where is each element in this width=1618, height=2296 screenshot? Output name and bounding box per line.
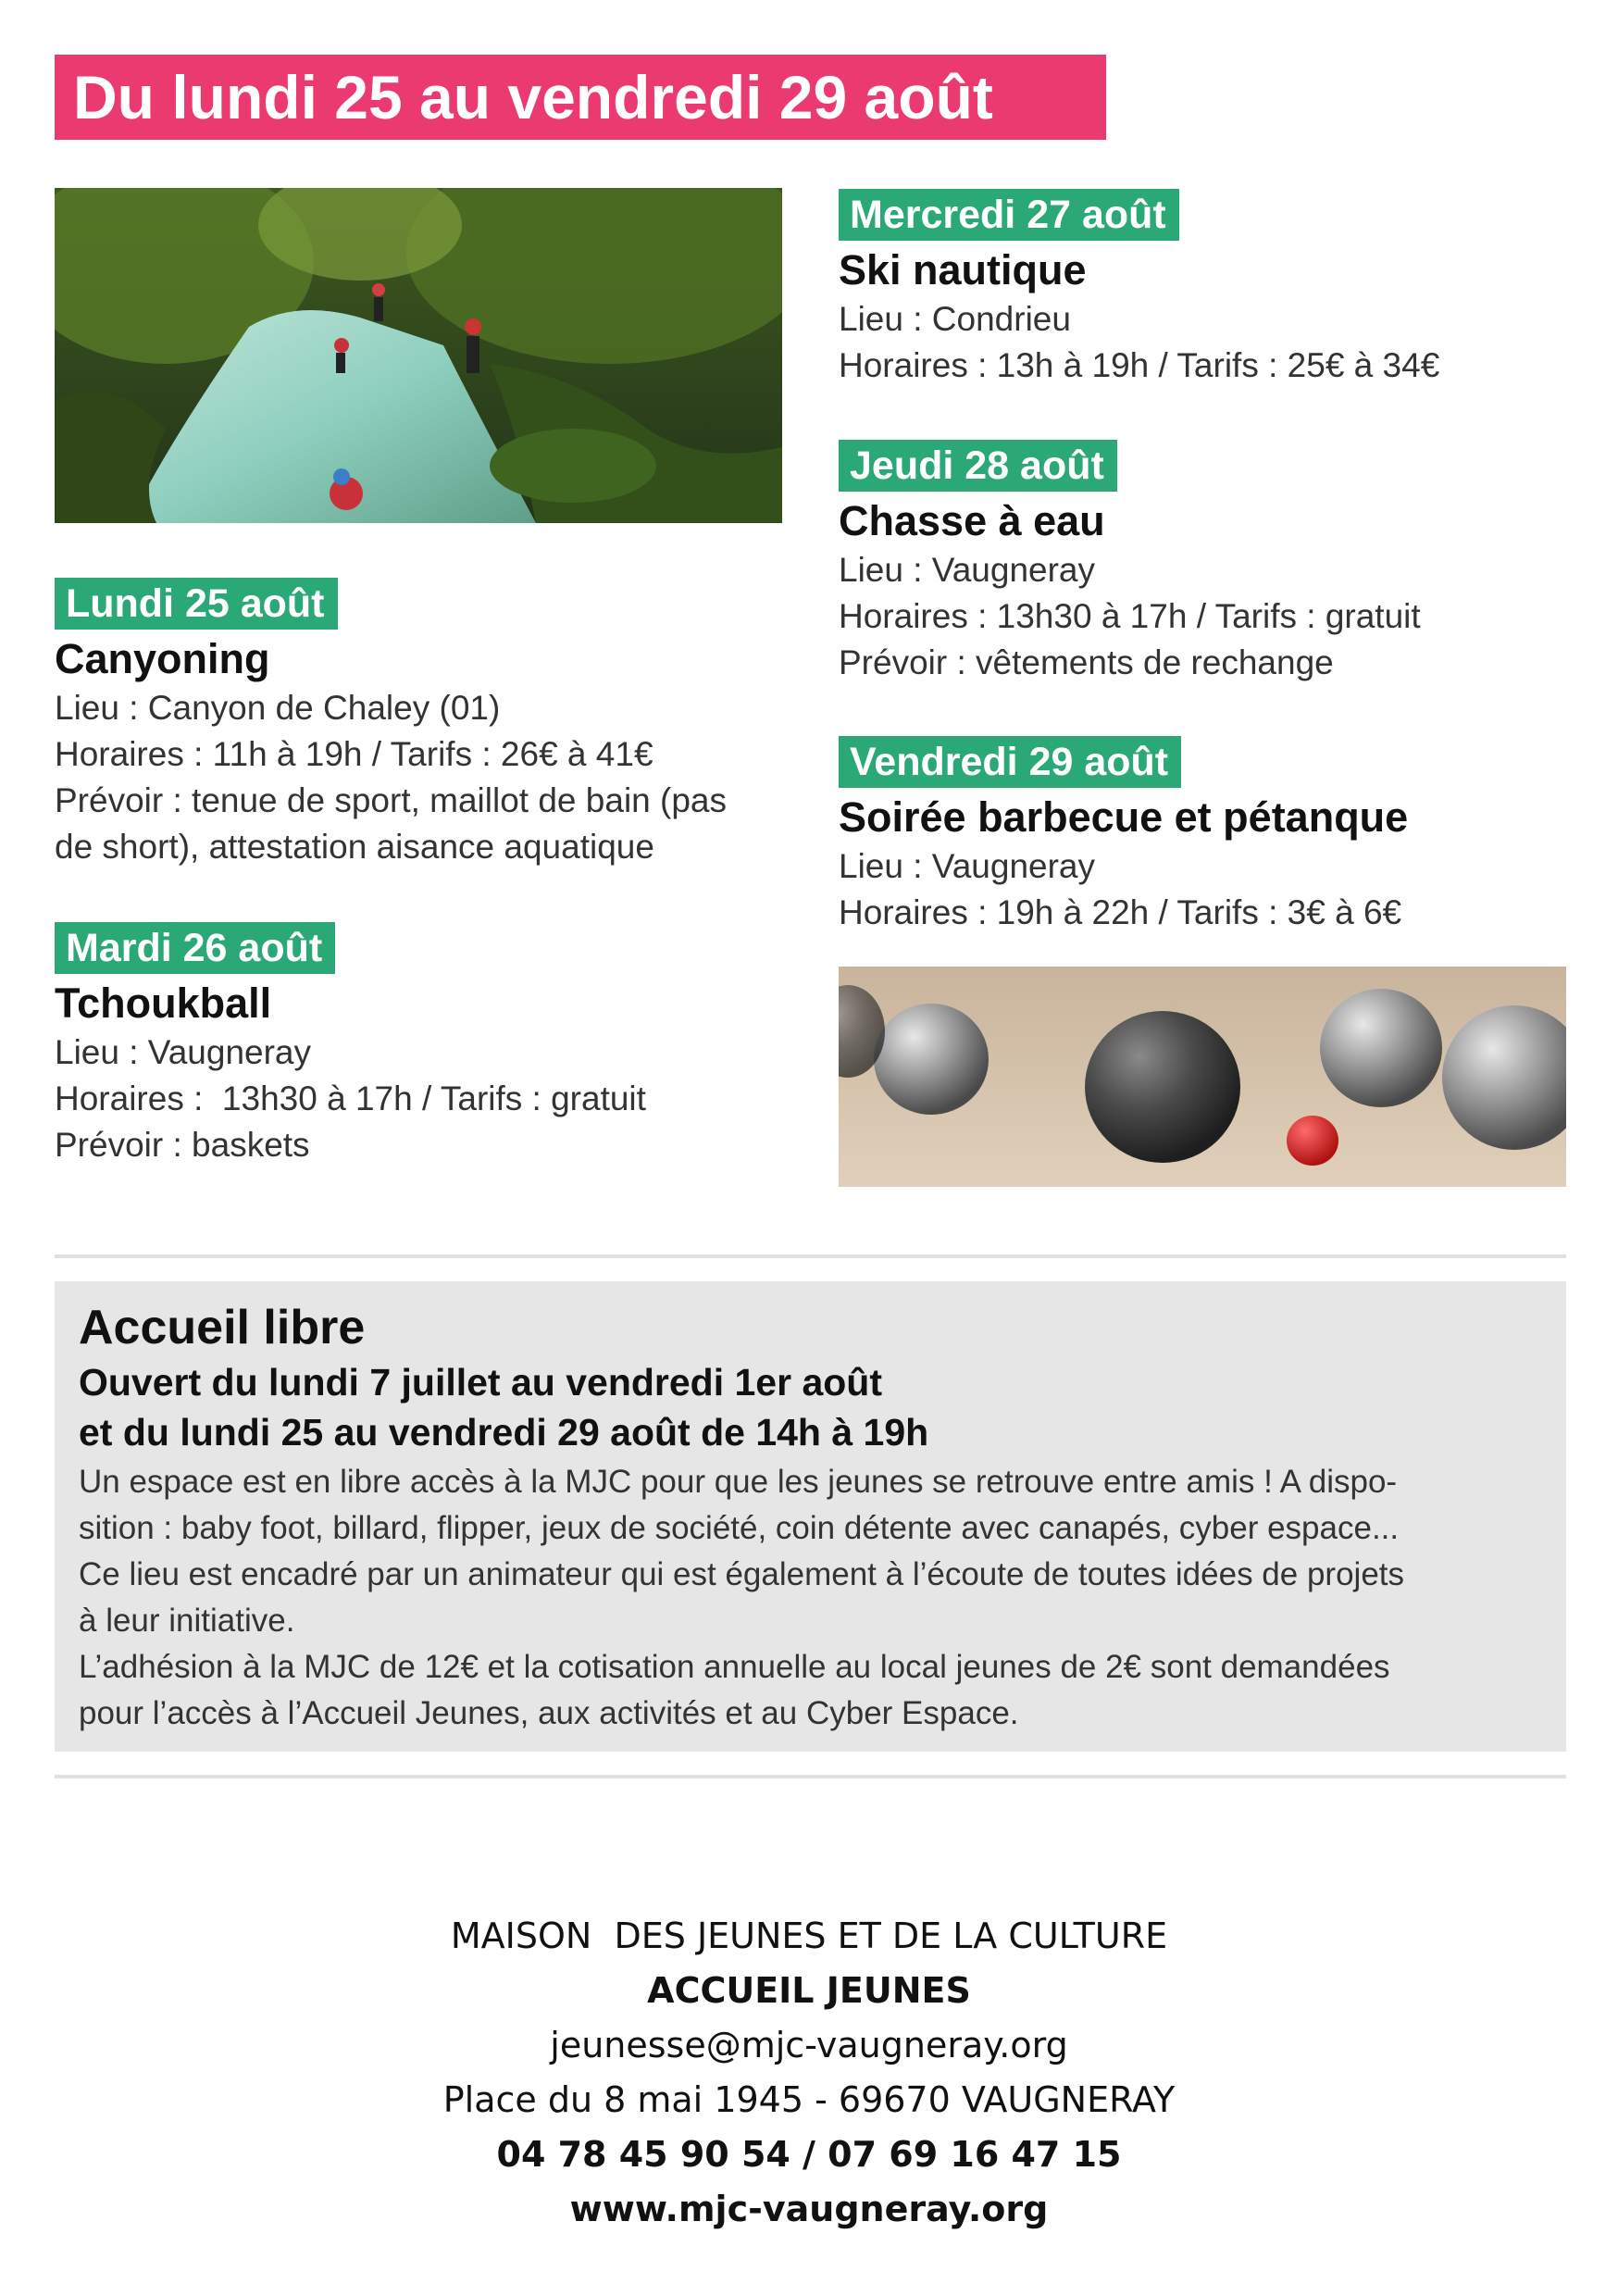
event-mercredi [839,189,1579,389]
description-line: L’adhésion à la MJC de 12€ et la cotisation annuelle au local jeunes de 2€ sont demandées [79,1649,1390,1685]
accueil-libre-dates-hours: et du lundi 25 au vendredi 29 août de 14h à 19h [79,1411,929,1454]
postal-address: Place du 8 mai 1945 - 69670 VAUGNERAY [442,2079,1176,2120]
divider [55,1254,1566,1258]
accueil-libre-title: Accueil libre [79,1301,366,1354]
website-link[interactable]: www.mjc-vaugneray.org [569,2189,1049,2229]
description-line: Un espace est en libre accès à la MJC pour que les jeunes se retrouve entre amis ! A dispo- [79,1464,1398,1500]
event-horaires: Horaires : 13h30 à 17h / Tarifs : gratuit [839,597,1421,635]
day-tag: Jeudi 28 août [839,440,1117,492]
event-prevoir: Prévoir : vêtements de rechange [839,643,1334,681]
event-horaires: Horaires : 13h à 19h / Tarifs : 25€ à 34€ [839,346,1440,384]
event-lundi [55,578,795,870]
divider [55,1775,1566,1778]
event-lieu: Lieu : Vaugneray [55,1033,312,1071]
day-tag: Mardi 26 août [55,922,335,974]
email-link[interactable]: jeunesse@mjc-vaugneray.org [550,2025,1068,2065]
day-tag: Lundi 25 août [55,578,338,630]
event-jeudi [839,440,1579,686]
event-horaires: Horaires : 11h à 19h / Tarifs : 26€ à 41€ [55,735,653,773]
event-horaires: Horaires : 13h30 à 17h / Tarifs : gratuit [55,1079,646,1117]
accueil-libre-description [79,1459,1542,1737]
event-vendredi [839,736,1579,936]
accueil-libre-panel [55,1281,1566,1752]
contact-footer [0,1909,1618,2237]
day-tag: Vendredi 29 août [839,736,1181,788]
event-lieu: Lieu : Vaugneray [839,847,1096,885]
description-line: sition : baby foot, billard, flipper, jeux de société, coin détente avec canapés, cyber espace... [79,1510,1400,1546]
service-name: ACCUEIL JEUNES [647,1970,971,2011]
event-lieu: Lieu : Condrieu [839,300,1071,338]
event-title: Ski nautique [839,246,1087,293]
description-line: Ce lieu est encadré par un animateur qui est également à l’écoute de toutes idées de projets [79,1556,1405,1592]
event-title: Canyoning [55,635,270,682]
event-title: Tchoukball [55,980,272,1027]
description-line: pour l’accès à l’Accueil Jeunes, aux activités et au Cyber Espace. [79,1695,1019,1731]
page-headline: Du lundi 25 au vendredi 29 août [55,55,1106,140]
event-horaires: Horaires : 19h à 22h / Tarifs : 3€ à 6€ [839,893,1402,931]
accueil-libre-dates: Ouvert du lundi 7 juillet au vendredi 1er août [79,1361,882,1404]
petanque-photo [839,967,1566,1187]
event-title: Soirée barbecue et pétanque [839,793,1409,841]
day-tag: Mercredi 27 août [839,189,1179,241]
event-lieu: Lieu : Vaugneray [839,551,1096,589]
event-prevoir-continued: de short), attestation aisance aquatique [55,828,654,866]
event-lieu: Lieu : Canyon de Chaley (01) [55,689,501,727]
canyoning-photo [55,188,782,523]
event-mardi [55,922,795,1168]
description-line: à leur initiative. [79,1603,295,1639]
event-prevoir: Prévoir : tenue de sport, maillot de bain (pas [55,781,727,819]
organization-name: MAISON DES JEUNES ET DE LA CULTURE [450,1915,1168,1956]
event-prevoir: Prévoir : baskets [55,1126,310,1164]
phone-numbers: 04 78 45 90 54 / 07 69 16 47 15 [496,2134,1122,2175]
event-title: Chasse à eau [839,497,1105,544]
